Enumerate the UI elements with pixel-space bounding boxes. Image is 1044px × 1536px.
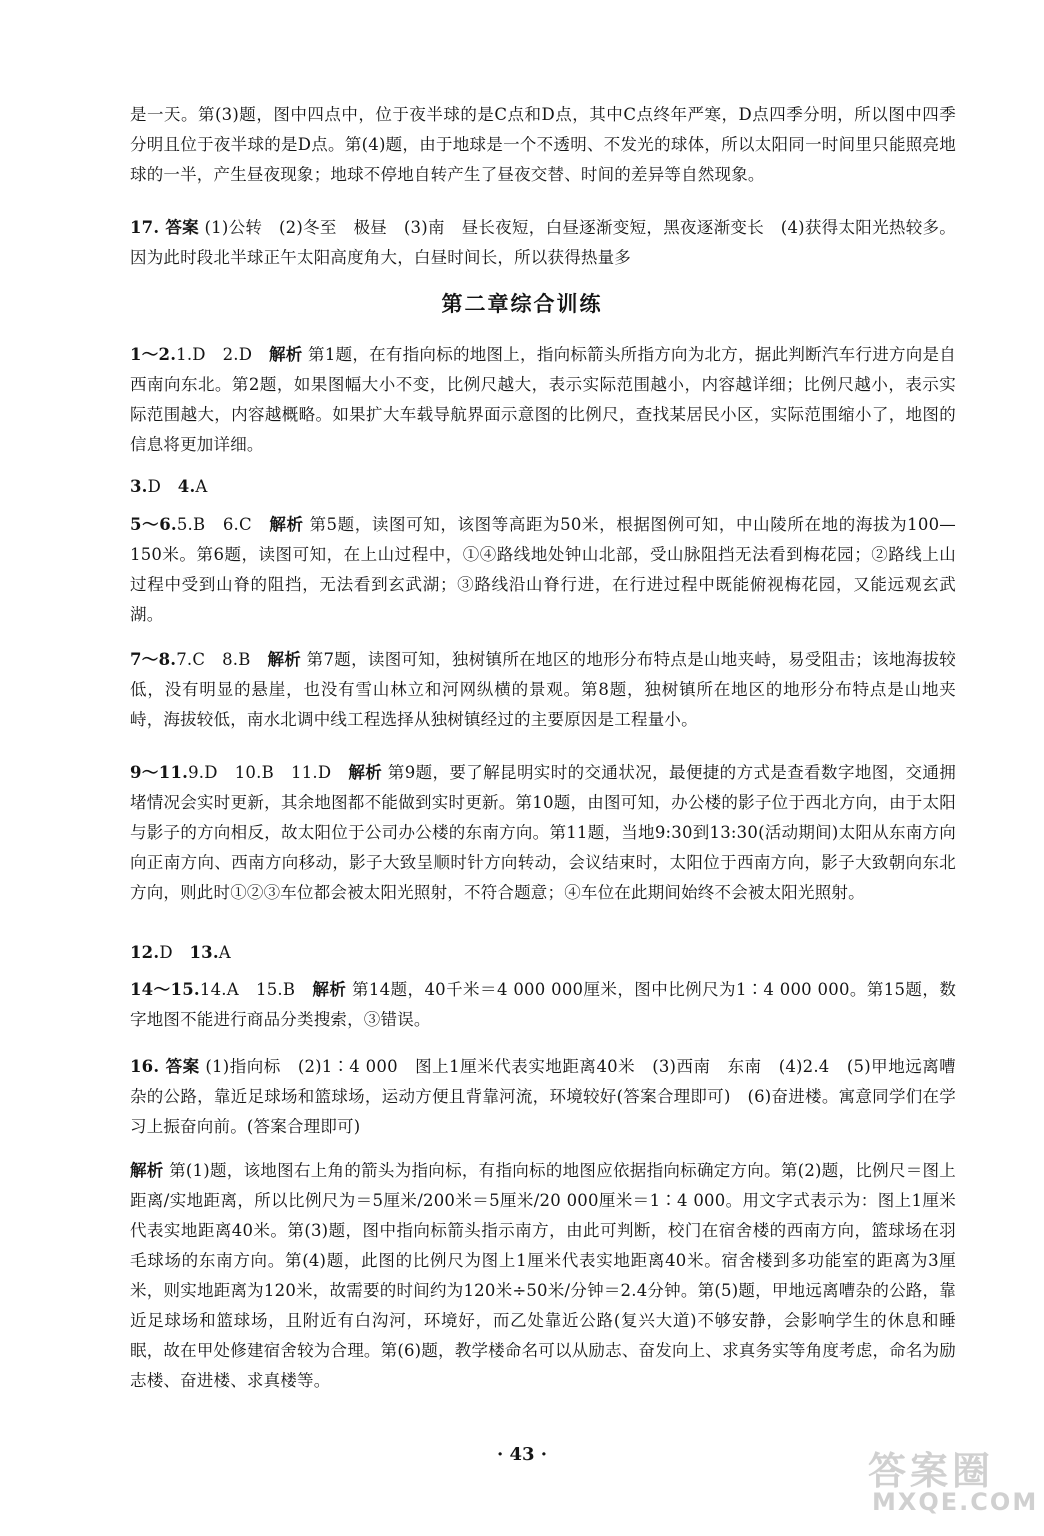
- answer-lead-2: 13.: [189, 943, 219, 962]
- watermark-bottom: MXQE.COM: [872, 1488, 1039, 1516]
- analysis-text: 第5题，读图可知，该图等高距为50米，根据图例可知，中山陵所在地的海拔为100—150米。第6题，读图可知，在上山过程中，①④路线地处钟山北部，受山脉阻挡无法看到梅花园；②路线上山过程中受到山脊的阻挡，无法看到玄武湖；③路线沿山脊行进，在行进过程中既能俯视梅花园，又能远观玄武湖。: [130, 515, 956, 624]
- answer-text: (1)指向标 (2)1∶4 000 图上1厘米代表实地距离40米 (3)西南 东南 (4)2.4 (5)甲地远离嘈杂的公路，靠近足球场和篮球场，运动方便且背靠河流，环境较好(答案合理即可) (6)奋进楼。寓意同学们在学习上振奋向前。(答案合理即可): [130, 1057, 956, 1136]
- answer-text: (1)公转 (2)冬至 极昼 (3)南 昼长夜短，白昼逐渐变短，黑夜逐渐变长 (4)获得太阳光热较多。因为此时段北半球正午太阳高度角大，白昼时间长，所以获得热量多: [130, 218, 956, 267]
- answer-lead: 9～11.: [130, 763, 189, 782]
- analysis-text: 第(1)题，该地图右上角的箭头为指向标，有指向标的地图应依据指向标确定方向。第(2)题，比例尺＝图上距离/实地距离，所以比例尺为＝5厘米/200米＝5厘米/20 000厘米＝1∶4 000。用文字式表示为：图上1厘米代表实地距离40米。第(3)题，图中指向标箭头指示南方，由此可判断，校门在宿舍楼的西南方向，篮球场在羽毛球场的东南方向。第(4)题，此图的比例尺为图上1厘米代表实地距离40米。宿舍楼到多功能室的距离为3厘米，则实地距离为120米，故需要的时间约为120米÷50米/分钟＝2.4分钟。第(5)题，甲地远离嘈杂的公路，靠近足球场和篮球场，且附近有白沟河，环境好，而乙处靠近公路(复兴大道)不够安静，会影响学生的休息和睡眠，故在甲处修建宿舍较为合理。第(6)题，教学楼命名可以从励志、奋发向上、求真务实等角度考虑，命名为励志楼、奋进楼、求真楼等。: [130, 1161, 956, 1390]
- answer-lead-2: 4.: [177, 477, 196, 496]
- answer-choices: 14.A 15.B: [199, 980, 313, 999]
- answer-12-13: [130, 938, 956, 968]
- answer-lead: 1～2.: [130, 345, 177, 364]
- answer-5-6: [130, 510, 956, 630]
- analysis-text: 第7题，读图可知，独树镇所在地区的地形分布特点是山地夹峙，易受阻击；该地海拔较低，没有明显的悬崖，也没有雪山林立和河网纵横的景观。第8题，独树镇所在地区的地形分布特点是山地夹峙，海拔较低，南水北调中线工程选择从独树镇经过的主要原因是工程量小。: [130, 650, 956, 729]
- analysis-label: 解析: [269, 515, 304, 534]
- analysis-16: [130, 1156, 956, 1396]
- answer-choices-2: A: [195, 477, 208, 496]
- answer-3-4: [130, 472, 956, 502]
- answer-1-2: [130, 340, 956, 460]
- paragraph-continuation: [130, 100, 956, 190]
- answer-14-15: [130, 975, 956, 1035]
- watermark-top: 答案圈: [868, 1449, 995, 1493]
- answer-choices: 9.D 10.B 11.D: [188, 763, 349, 782]
- analysis-label: 解析: [267, 650, 302, 669]
- watermark-logo: [858, 1440, 1039, 1520]
- analysis-label: 解析: [268, 345, 303, 364]
- answer-7-8: [130, 645, 956, 735]
- answer-lead: 5～6.: [130, 515, 177, 534]
- answer-lead: 14～15.: [130, 980, 200, 999]
- answer-16: [130, 1052, 956, 1142]
- answer-choices: 1.D 2.D: [176, 345, 269, 364]
- page-number: · 43 ·: [496, 1444, 548, 1465]
- answer-lead: 12.: [130, 943, 160, 962]
- answer-lead: 17. 答案: [130, 218, 199, 237]
- answer-9-11: [130, 758, 956, 908]
- answer-choices: 7.C 8.B: [176, 650, 268, 669]
- analysis-text: 第14题，40千米＝4 000 000厘米，图中比例尺为1∶4 000 000。第15题，数字地图不能进行商品分类搜索，③错误。: [130, 980, 957, 1029]
- analysis-text: 第1题，在有指向标的地图上，指向标箭头所指方向为北方，据此判断汽车行进方向是自西南向东北。第2题，如果图幅大小不变，比例尺越大，表示实际范围越小，内容越详细；比例尺越小，表示实际范围越大，内容越概略。如果扩大车载导航界面示意图的比例尺，查找某居民小区，实际范围缩小了，地图的信息将更加详细。: [130, 345, 956, 454]
- analysis-text: 第9题，要了解昆明实时的交通状况，最便捷的方式是查看数字地图，交通拥堵情况会实时更新，其余地图都不能做到实时更新。第10题，由图可知，办公楼的影子位于西北方向，由于太阳与影子的方向相反，故太阳位于公司办公楼的东南方向。第11题，当地9:30到13:30(活动期间)太阳从东南方向向正南方向、西南方向移动，影子大致呈顺时针方向转动，会议结束时，太阳位于西南方向，影子大致朝向东北方向，则此时①②③车位都会被太阳光照射，不符合题意；④车位在此期间始终不会被太阳光照射。: [130, 763, 957, 902]
- answer-choices: D: [159, 943, 190, 962]
- answer-choices-2: A: [218, 943, 231, 962]
- analysis-label: 解析: [348, 763, 383, 782]
- answer-lead: 3.: [130, 477, 148, 496]
- answer-choices: D: [147, 477, 178, 496]
- answer-lead: 7～8.: [130, 650, 177, 669]
- paragraph-text: 是一天。第(3)题，图中四点中，位于夜半球的是C点和D点，其中C点终年严寒，D点四季分明，所以图中四季分明且位于夜半球的是D点。第(4)题，由于地球是一个不透明、不发光的球体，所以太阳同一时间里只能照亮地球的一半，产生昼夜现象；地球不停地自转产生了昼夜交替、时间的差异等自然现象。: [130, 105, 956, 184]
- analysis-label: 解析: [130, 1161, 164, 1180]
- answer-choices: 5.B 6.C: [176, 515, 270, 534]
- answer-17: [130, 213, 956, 273]
- answer-lead: 16. 答案: [130, 1057, 200, 1076]
- analysis-label: 解析: [312, 980, 347, 999]
- section-title: 第二章综合训练: [441, 291, 603, 316]
